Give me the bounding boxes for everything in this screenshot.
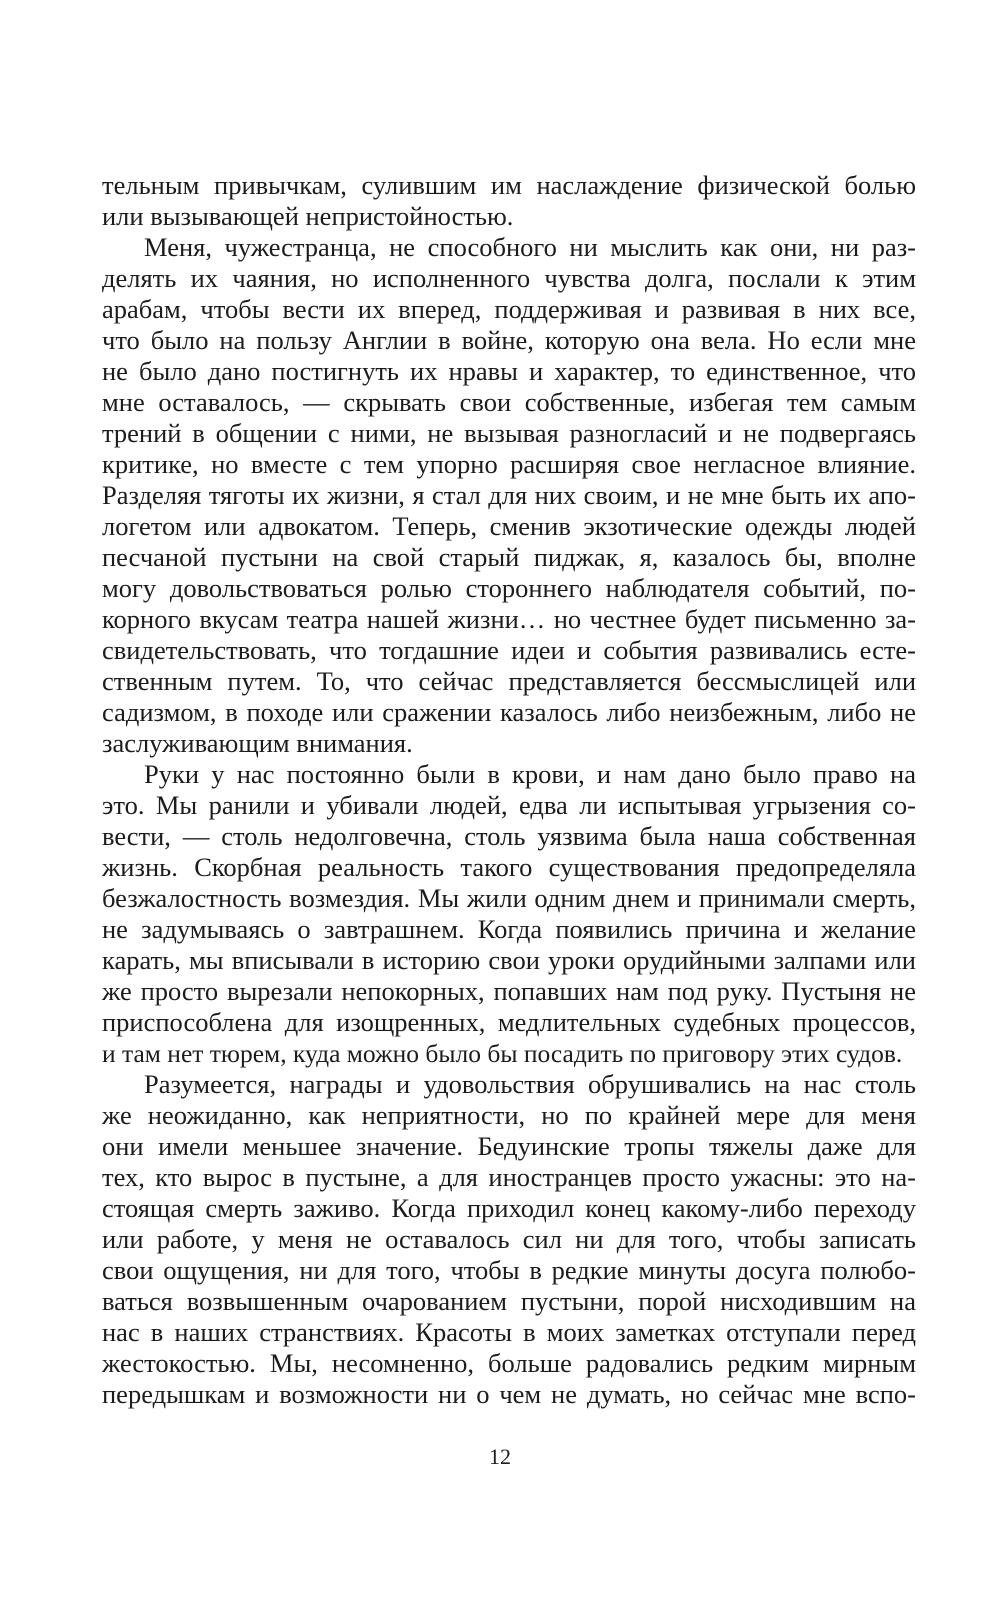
text-line: нас в наших странствиях. Красоты в моих заметках отступали перед (102, 1317, 916, 1347)
text-line: или вызывающей непристойностью. (102, 201, 514, 231)
text-line: делять их чаяния, но исполненного чувства долга, послали к этим (102, 263, 916, 293)
text-line: Разумеется, награды и удовольствия обрушивались на нас столь (144, 1069, 916, 1099)
text-line: или работе, у меня не оставалось сил ни для того, чтобы записать (102, 1224, 916, 1254)
text-line: стоящая смерть заживо. Когда приходил конец какому-либо переходу (102, 1193, 916, 1223)
text-line: свидетельствовать, что тогдашние идеи и события развивались есте- (102, 635, 916, 665)
text-line: Руки у нас постоянно были в крови, и нам дано было право на (144, 759, 916, 789)
text-line: мне оставалось, — скрывать свои собственные, избегая тем самым (102, 387, 916, 417)
text-line: тех, кто вырос в пустыне, а для иностранцев просто ужасны: это на- (102, 1162, 916, 1192)
text-line: передышкам и возможности ни о чем не думать, но сейчас мне вспо- (102, 1379, 916, 1409)
text-line: что было на пользу Англии в войне, которую она вела. Но если мне (102, 325, 916, 355)
text-line: это. Мы ранили и убивали людей, едва ли испытывая угрызения со- (102, 790, 916, 820)
text-line: карать, мы вписывали в историю свои уроки орудийными залпами или (102, 945, 916, 975)
text-line: вести, — столь недолговечна, столь уязвима была наша собственная (102, 821, 916, 851)
text-line: жестокостью. Мы, несомненно, больше радовались редким мирным (102, 1348, 916, 1378)
text-line: могу довольствоваться ролью стороннего наблюдателя событий, по- (102, 573, 916, 603)
page-number: 12 (489, 1444, 511, 1469)
text-line: корного вкусам театра нашей жизни… но честнее будет письменно за- (102, 604, 916, 634)
text-line: трений в общении с ними, не вызывая разногласий и не подвергаясь (102, 418, 916, 448)
text-line: тельным привычкам, сулившим им наслаждение физической болью (102, 170, 916, 200)
text-line: приспособлена для изощренных, медлительных судебных процессов, (102, 1007, 916, 1037)
text-line: песчаной пустыни на свой старый пиджак, я, казалось бы, вполне (102, 542, 916, 572)
text-line: же просто вырезали непокорных, попавших нам под руку. Пустыня не (102, 976, 916, 1006)
text-line: Разделяя тяготы их жизни, я стал для них своим, и не мне быть их апо- (102, 480, 916, 510)
text-line: ственным путем. То, что сейчас представляется бессмыслицей или (102, 666, 916, 696)
text-line: и там нет тюрем, куда можно было бы посадить по приговору этих судов. (102, 1039, 903, 1068)
text-line: арабам, чтобы вести их вперед, поддерживая и развивая в них все, (102, 294, 916, 324)
text-line: заслуживающим внимания. (102, 728, 413, 758)
body-text (102, 170, 916, 1410)
text-line: садизмом, в походе или сражении казалось либо неизбежным, либо не (102, 697, 916, 727)
text-line: же неожиданно, как неприятности, но по крайней мере для меня (102, 1100, 916, 1130)
text-line: свои ощущения, ни для того, чтобы в редкие минуты досуга полюбо- (102, 1255, 916, 1285)
text-line: ваться возвышенным очарованием пустыни, порой нисходившим на (102, 1286, 916, 1316)
text-line: Меня, чужестранца, не способного ни мыслить как они, ни раз- (144, 232, 916, 262)
text-line: не было дано постигнуть их нравы и характер, то единственное, что (102, 356, 916, 386)
text-line: не задумываясь о завтрашнем. Когда появились причина и желание (102, 914, 916, 944)
text-line: жизнь. Скорбная реальность такого существования предопределяла (102, 852, 916, 882)
text-line: логетом или адвокатом. Теперь, сменив экзотические одежды людей (102, 511, 916, 541)
text-line: критике, но вместе с тем упорно расширяя свое негласное влияние. (102, 449, 916, 479)
text-line: они имели меньшее значение. Бедуинские тропы тяжелы даже для (102, 1131, 916, 1161)
text-line: безжалостность возмездия. Мы жили одним днем и принимали смерть, (102, 883, 916, 913)
